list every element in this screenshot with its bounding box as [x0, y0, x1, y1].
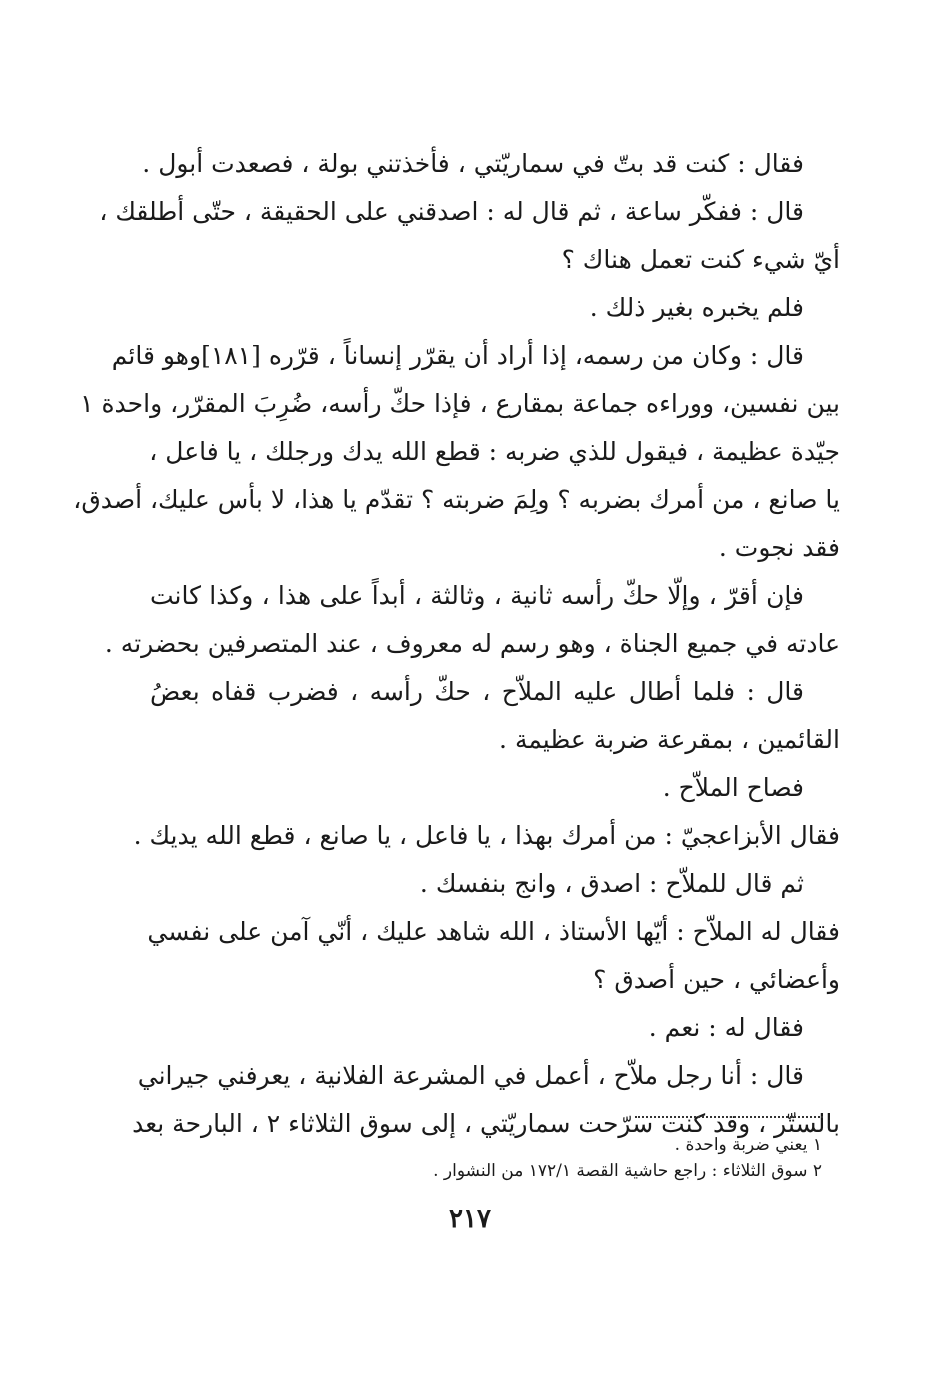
text-line-19: فقال له : نعم .	[648, 1013, 804, 1042]
body-text	[73, 140, 840, 1148]
text-line-18: وأعضائي ، حين أصدق ؟	[593, 965, 840, 994]
text-line-14: فصاح الملاّح .	[662, 773, 804, 802]
page-number: ٢١٧	[449, 1204, 491, 1234]
text-line-9: فقد نجوت .	[718, 533, 840, 562]
footnote-2: ٢ سوق الثلاثاء : راجع حاشية القصة ١٧٢/١ من النشوار .	[433, 1161, 822, 1181]
text-line-11: عادته في جميع الجناة ، وهو رسم له معروف ، عند المتصرفين بحضرته .	[104, 629, 840, 658]
text-line-15: فقال الأبزاعجيّ : من أمرك بهذا ، يا فاعل ، يا صانع ، قطع الله يديك .	[133, 821, 840, 850]
text-line-7: جيّدة عظيمة ، فيقول للذي ضربه : قطع الله يدك ورجلك ، يا فاعل ،	[149, 437, 840, 466]
text-line-4: فلم يخبره بغير ذلك .	[589, 293, 804, 322]
text-line-2: قال : ففكّر ساعة ، ثم قال له : اصدقني على الحقيقة ، حتّى أطلقك ،	[99, 197, 804, 226]
text-line-17: فقال له الملاّح : أيّها الأستاذ ، الله شاهد عليك ، أنّي آمن على نفسي	[147, 917, 840, 946]
footnote-separator	[635, 1116, 823, 1118]
text-line-6: بين نفسين، ووراءه جماعة بمقارع ، فإذا حكّ رأسه، ضُرِبَ المقرّر، واحدة ١	[80, 389, 840, 418]
text-line-10: فإن أقرّ ، وإلّا حكّ رأسه ثانية ، وثالثة ، أبداً على هذا ، وكذا كانت	[150, 581, 804, 610]
text-line-5: قال : وكان من رسمه، إذا أراد أن يقرّر إنساناً ، قرّره [١٨١]وهو قائم	[111, 341, 804, 370]
footnote-1: ١ يعني ضربة واحدة .	[674, 1135, 822, 1155]
text-line-21: بالستّر ، وقد كنت سرّحت سماريّتي ، إلى سوق الثلاثاء ٢ ، البارحة بعد	[132, 1109, 840, 1138]
text-line-16: ثم قال للملاّح : اصدق ، وانج بنفسك .	[419, 869, 804, 898]
text-line-3: أيّ شيء كنت تعمل هناك ؟	[561, 245, 840, 274]
text-line-20: قال : أنا رجل ملاّح ، أعمل في المشرعة الفلانية ، يعرفني جيراني	[137, 1061, 804, 1090]
text-line-8: يا صانع ، من أمرك بضربه ؟ ولِمَ ضربته ؟ تقدّم يا هذا، لا بأس عليك، أصدق،	[73, 485, 840, 514]
text-line-13: القائمين ، بمقرعة ضربة عظيمة .	[499, 725, 840, 754]
text-line-1: فقال : كنت قد بتّ في سماريّتي ، فأخذتني بولة ، فصعدت أبول .	[142, 149, 804, 178]
text-line-12: قال : فلما أطال عليه الملاّح ، حكّ رأسه ، فضرب قفاه بعضُ	[150, 677, 804, 706]
footnotes	[222, 1132, 822, 1184]
